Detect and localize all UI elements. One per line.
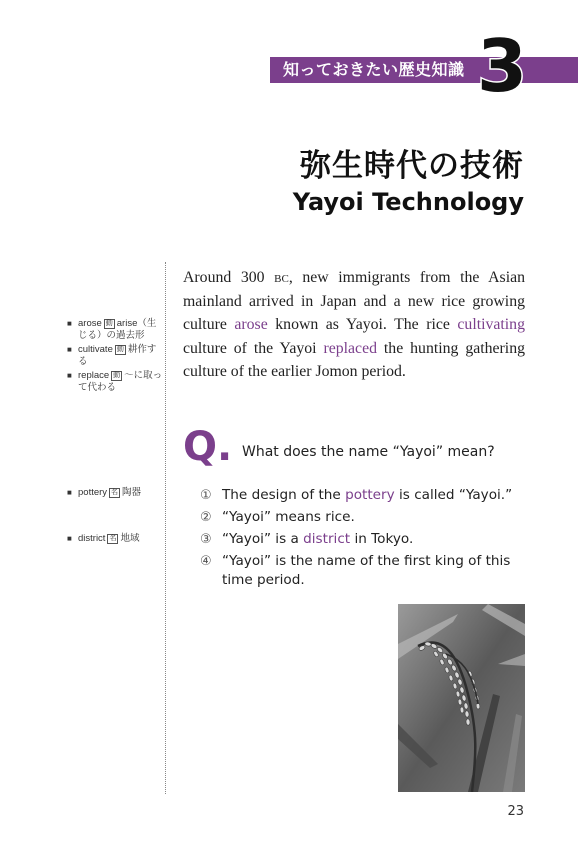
option-number: ④ xyxy=(200,554,212,569)
part-of-speech-badge: 名 xyxy=(111,489,119,496)
glossary-meaning: 耕作する xyxy=(78,344,157,367)
series-label: 知っておきたい歴史知識 xyxy=(283,60,465,79)
glossary-entry-district xyxy=(67,533,163,545)
glossary-meaning: 〜に取って代わる xyxy=(78,370,163,393)
glossary-word: district xyxy=(78,533,106,544)
highlight-arose: arose xyxy=(234,316,268,333)
page-number: 23 xyxy=(507,804,524,819)
glossary-word: replace xyxy=(78,370,110,381)
option-3[interactable]: ③ “Yayoi” is a district in Tokyo. xyxy=(200,531,414,547)
bullet-icon: ■ xyxy=(67,319,72,328)
glossary-entry-arose xyxy=(67,318,163,342)
question-mark-label: Q. xyxy=(183,424,233,470)
glossary-upper xyxy=(67,318,163,396)
bullet-icon: ■ xyxy=(67,534,72,543)
option-number: ③ xyxy=(200,532,212,547)
glossary-entry-cultivate xyxy=(67,344,163,368)
glossary-entry-replace xyxy=(67,370,163,394)
bullet-icon: ■ xyxy=(67,488,72,497)
glossary-word: pottery xyxy=(78,487,108,498)
glossary-word: cultivate xyxy=(78,344,113,355)
era-abbreviation: bc xyxy=(274,269,289,286)
rice-plant-icon xyxy=(398,604,525,792)
glossary-word: arose xyxy=(78,318,102,329)
part-of-speech-badge: 動 xyxy=(105,320,113,327)
answer-options xyxy=(200,486,530,593)
option-4[interactable]: ④ “Yayoi” is the name of the first king of this time period. xyxy=(200,553,511,588)
page-title-japanese: 弥生時代の技術 xyxy=(300,148,524,184)
bullet-icon: ■ xyxy=(67,371,72,380)
question-text: What does the name “Yayoi” mean? xyxy=(242,444,495,460)
option-1[interactable]: ① The design of the pottery is called “Yayoi.” xyxy=(200,487,513,503)
highlight-cultivating: cultivating xyxy=(457,316,525,333)
option-2[interactable]: ② “Yayoi” means rice. xyxy=(200,509,355,525)
glossary-district xyxy=(67,533,163,547)
highlight-district: district xyxy=(303,531,351,547)
glossary-meaning: 地域 xyxy=(120,533,140,544)
chapter-number: 3 xyxy=(477,24,528,108)
glossary-pottery xyxy=(67,487,163,501)
part-of-speech-badge: 名 xyxy=(109,535,117,542)
page-title-english: Yayoi Technology xyxy=(292,188,524,216)
margin-divider xyxy=(165,262,166,794)
part-of-speech-badge: 動 xyxy=(116,346,124,353)
reading-passage: Around 300 bc, new immigrants from the Asian mainland arrived in Japan and a new rice growing culture arose known as Yayoi. The rice cultivating culture of the Yayoi replaced the hunting gathering culture of the earlier Jomon period. xyxy=(183,269,525,380)
highlight-replaced: replaced xyxy=(323,339,377,357)
glossary-meaning: 陶器 xyxy=(122,487,142,498)
option-number: ② xyxy=(200,510,212,525)
part-of-speech-badge: 動 xyxy=(113,372,121,379)
highlight-pottery: pottery xyxy=(345,487,395,503)
bullet-icon: ■ xyxy=(67,345,72,354)
glossary-entry-pottery xyxy=(67,487,163,499)
glossary-meaning: arise（生じる）の過去形 xyxy=(78,318,157,341)
rice-plant-photo xyxy=(398,604,525,792)
option-number: ① xyxy=(200,488,212,503)
